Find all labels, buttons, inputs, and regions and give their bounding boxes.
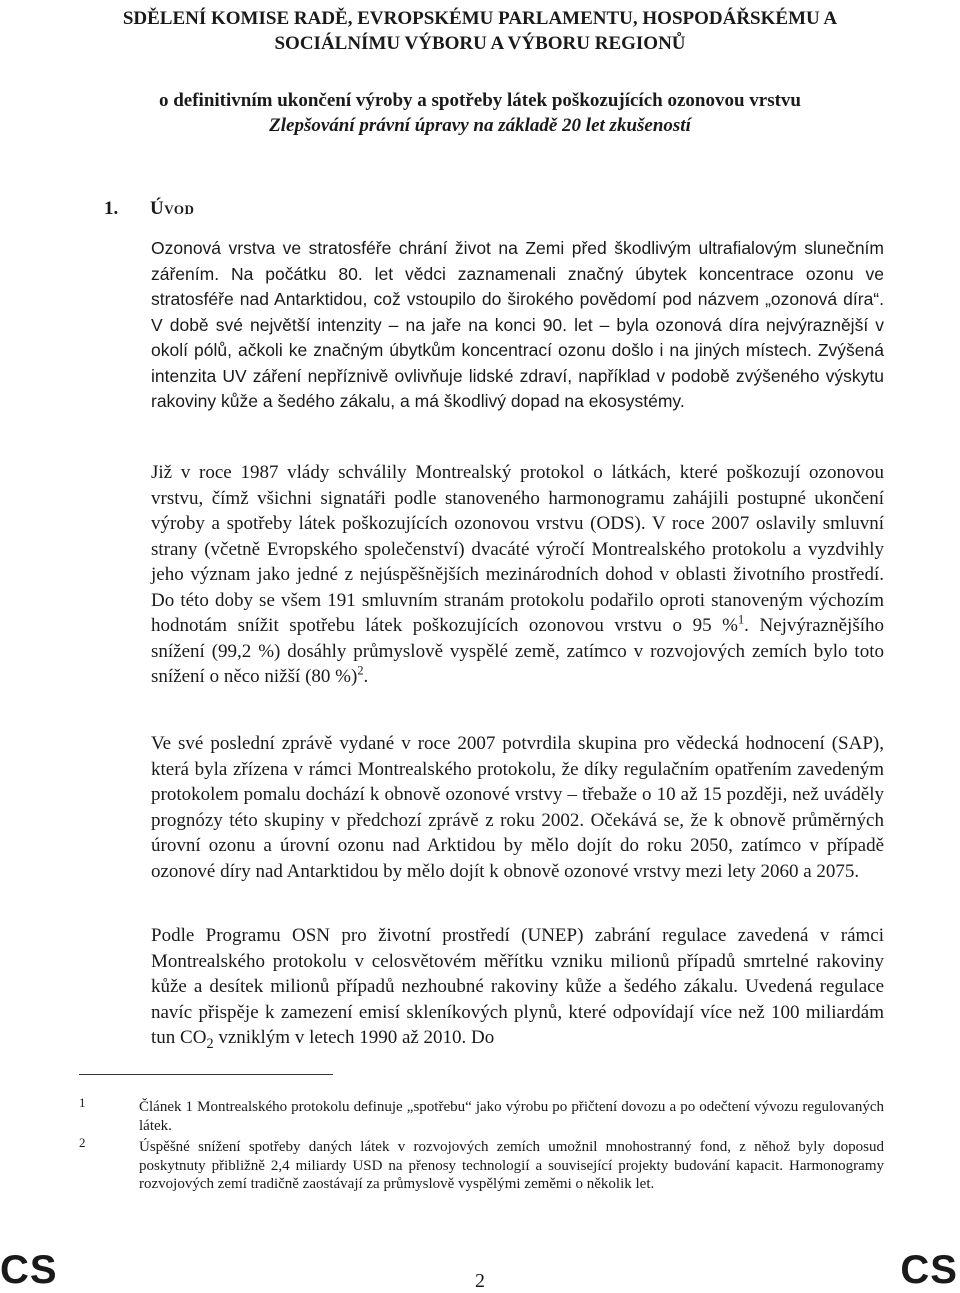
footnote-1 xyxy=(79,1095,884,1135)
footnote-2-text: Úspěšné snížení spotřeby daných látek v rozvojových zemích umožnil mnohostranný fond, z něhož byly doposud poskytnuty přibližně 2,4 miliardy USD na přenosy technologií a související projekty budování kapacit. Harmonogramy rozvojových zemí tradičně zaostávají za průmyslově vyspělými zeměmi o několik let. xyxy=(139,1139,884,1192)
paragraph-2-text-a: Již v roce 1987 vlády schválily Montrealský protokol o látkách, které poškozují ozonovou vrstvu, čímž všichni signatáři podle stanoveného harmonogramu zahájili postupné ukončení výroby a spotřeby látek poškozujících ozonovou vrstvu (ODS). V roce 2007 oslavily smluvní strany (včetně Evropského společenství) dvacáté výročí Montrealského protokolu a vyzdvihly jeho význam jako jedné z nejúspěšnějších mezinárodních dohod v oblasti životního prostředí. Do této doby se všem 191 smluvním stranám protokolu podařilo oproti stanoveným výchozím hodnotám snížit spotřebu látek poškozujících ozonovou vrstvu o 95 % xyxy=(151,462,884,636)
paragraph-3-text: Ve své poslední zprávě vydané v roce 2007 potvrdila skupina pro vědecká hodnocení (SAP), která byla zřízena v rámci Montrealského protokolu, že díky regulačním opatřením zavedeným protokolem pomalu dochází k obnově ozonové vrstvy – třebaže o 10 až 15 později, než uváděly prognózy této skupiny v předchozí zprávě z roku 2002. Očekává se, že k obnově průměrných úrovní ozonu a úrovní ozonu nad Arktidou by mělo dojít do roku 2050, zatímco v případě ozonové díry nad Antarktidou by mělo dojít k obnově ozonové vrstvy mezi lety 2060 a 2075. xyxy=(151,733,884,882)
footer-language-left: CS xyxy=(0,1248,58,1292)
document-subtitle xyxy=(40,88,920,138)
section-heading xyxy=(104,198,194,220)
footer-language-right: CS xyxy=(900,1248,958,1292)
paragraph-2 xyxy=(151,460,884,690)
document-title-line-1: SDĚLENÍ KOMISE RADĚ, EVROPSKÉMU PARLAMENTU, HOSPODÁŘSKÉMU A xyxy=(122,8,838,29)
page-number: 2 xyxy=(475,1270,485,1292)
co2-subscript: 2 xyxy=(206,1035,214,1052)
paragraph-4-text-b: vzniklým v letech 1990 až 2010. Do xyxy=(213,1027,495,1048)
document-title xyxy=(40,6,920,56)
document-title-line-2: SOCIÁLNÍMU VÝBORU A VÝBORU REGIONŮ xyxy=(274,33,686,54)
footnote-ref-1[interactable]: 1 xyxy=(737,612,745,627)
footnote-2 xyxy=(79,1135,884,1194)
paragraph-2-text-b: . Nejvýraznějšího snížení (99,2 %) dosáhly průmyslově vyspělé země, zatímco v rozvojových zemích bylo toto snížení o něco nižší (80 %) xyxy=(151,615,884,687)
footnote-1-text: Článek 1 Montrealského protokolu definuje „spotřebu“ jako výrobu po přičtení dovozu a po odečtení vývozu regulovaných látek. xyxy=(139,1099,884,1134)
footnote-separator xyxy=(79,1074,333,1075)
footnote-ref-2[interactable]: 2 xyxy=(357,663,364,678)
section-number: 1. xyxy=(104,198,119,219)
paragraph-2-text-c: . xyxy=(363,666,369,687)
paragraph-1-text: Ozonová vrstva ve stratosféře chrání život na Zemi před škodlivým ultrafialovým slunečním zářením. Na počátku 80. let vědci zaznamenali značný úbytek koncentrace ozonu ve stratosféře nad Antarktidou, což vstoupilo do širokého povědomí pod názvem „ozonová díra“. V době své největší intenzity – na jaře na konci 90. let – byla ozonová díra nejvýraznější v okolí pólů, ačkoli ke značným úbytkům koncentrací ozonu došlo i na jiných místech. Zvýšená intenzita UV záření nepříznivě ovlivňuje lidské zdraví, například v podobě zvýšeného výskytu rakoviny kůže a šedého zákalu, a má škodlivý dopad na ekosystémy. xyxy=(151,238,884,411)
subtitle-line-1: o definitivním ukončení výroby a spotřeby látek poškozujících ozonovou vrstvu xyxy=(158,90,801,111)
paragraph-4-text-a: Podle Programu OSN pro životní prostředí (UNEP) zabrání regulace zavedená v rámci Montrealského protokolu v celosvětovém měřítku vzniku milionů případů smrtelné rakoviny kůže a desítek milionů případů nezhoubné rakoviny kůže a šedého zákalu. Uvedená regulace navíc přispěje k zamezení emisí skleníkových plynů, které odpovídají více než 100 miliardám tun CO xyxy=(151,925,884,1048)
section-title: Úvod xyxy=(150,198,195,219)
subtitle-line-2: Zlepšování právní úpravy na základě 20 let zkušeností xyxy=(269,115,691,136)
paragraph-4 xyxy=(151,923,884,1051)
footnote-2-number: 2 xyxy=(79,1135,86,1150)
paragraph-3 xyxy=(151,731,884,884)
footnote-1-number: 1 xyxy=(79,1095,86,1110)
paragraph-1 xyxy=(151,236,884,415)
